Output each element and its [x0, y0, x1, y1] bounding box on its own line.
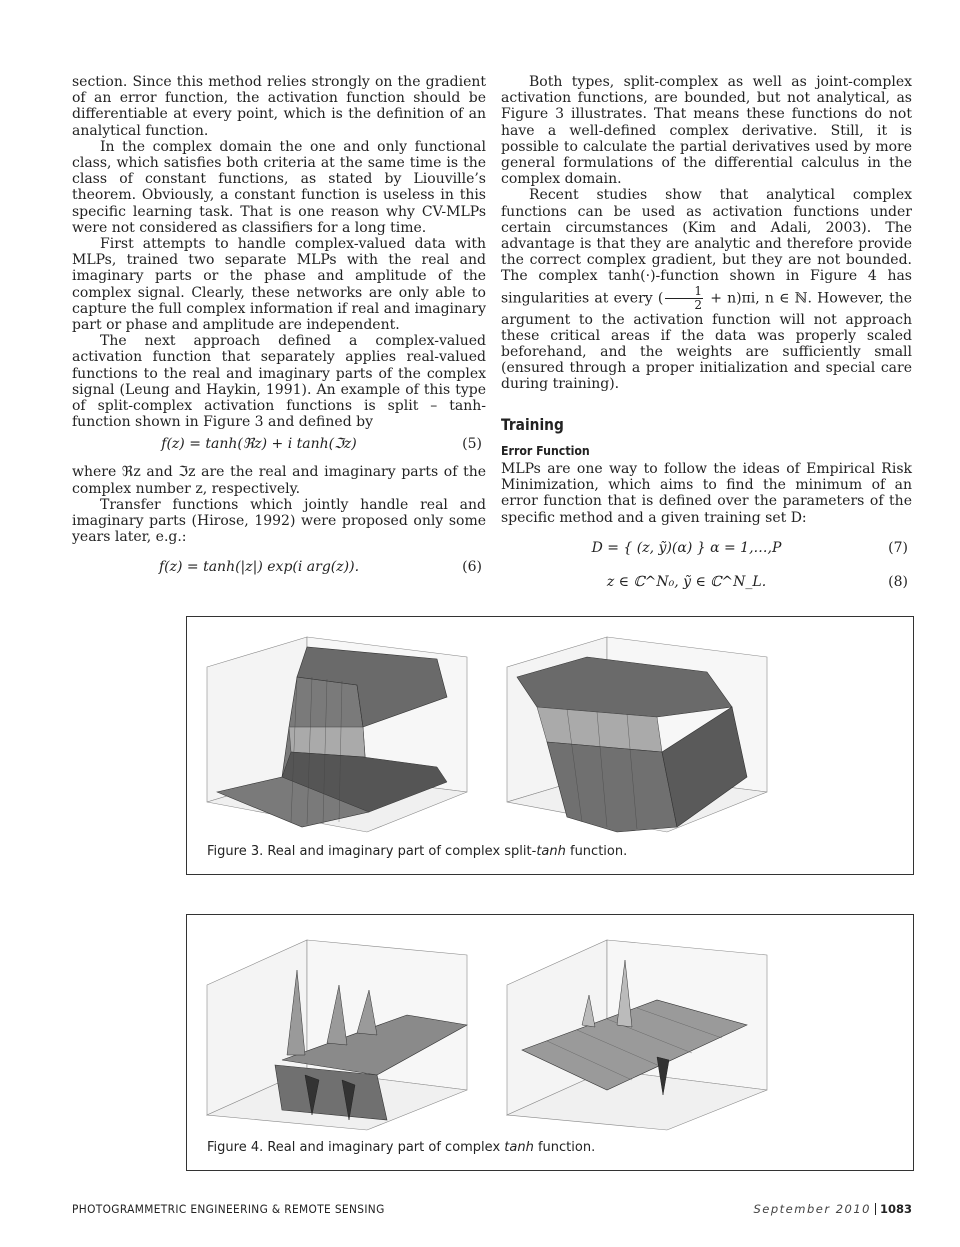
fraction-denominator: 2: [694, 297, 702, 312]
equation-number: (7): [888, 539, 908, 556]
figure-3-real-surface: [207, 637, 467, 832]
fraction-numerator: 1: [665, 285, 703, 299]
paragraph: section. Since this method relies strongly on the gradient of an error function, the activation function should be differentiable at every point, which is the definition of an analytical function.: [72, 74, 486, 139]
equation-number: (5): [462, 436, 482, 453]
figure-3-plots: [187, 617, 913, 874]
fraction: [665, 285, 703, 312]
figure-3-caption: [207, 844, 627, 859]
page-number: 1083: [879, 1202, 912, 1216]
equation-7: [501, 540, 912, 568]
equation-6: [72, 559, 486, 581]
footer-page-info: [753, 1202, 912, 1216]
figure-4-imag-surface: [507, 940, 767, 1130]
equation-5: [72, 436, 486, 458]
paragraph: First attempts to handle complex-valued data with MLPs, trained two separate MLPs with the real and imaginary parts or the phase and amplitude of the complex signal. Clearly, these networks are only able to capture the full complex information if real and imaginary part or phase and amplitude are independent.: [72, 236, 486, 334]
paragraph: Recent studies show that analytical complex functions can be used as activation functions under certain circumstances (Kim and Adali, 2003). The advantage is that they are analytic and therefore provide the correct complex gradient, but they are not bounded. The complex tanh(·)-function shown in Figure 4 has singularities at every ( $\frac{1}{2}$ + n)πi, n ∈ ℕ. However, the argument to the activation function will not approach these critical areas if the data was properly scaled beforehand, and the weights are sufficiently small (ensured through a proper initialization and special care during training).: [501, 187, 913, 393]
footer-journal: PHOTOGRAMMETRIC ENGINEERING & REMOTE SENSING: [72, 1202, 385, 1216]
paragraph-text: function will not approach these critical areas if the data was properly scaled beforehand, and the weights are sufficiently small (ensured through a proper initialization and special care during training).: [501, 311, 913, 393]
caption-text: function.: [533, 1140, 596, 1155]
paragraph: Transfer functions which jointly handle real and imaginary parts (Hirose, 1992) were proposed only some years later, e.g.:: [72, 496, 486, 546]
footer-separator: [875, 1203, 876, 1215]
paragraph: MLPs are one way to follow the ideas of Empirical Risk Minimization, which aims to find the minimum of an error function that is defined over the parameters of the specific method and a given training set D:: [501, 461, 912, 526]
left-column: [72, 74, 486, 587]
caption-emphasis: tanh: [504, 1140, 534, 1155]
paragraph-text: Recent studies show that analytical complex functions can be used as activation functions under certain circumstances (Kim and Adali, 2003). The advantage is that they are analytic and therefore provide the correct complex gradient, but they are not bounded. The complex tanh(·)-function shown in Figure 4 has singularities at every: [501, 187, 912, 307]
figure-4-plots: [187, 915, 913, 1170]
right-column: [501, 74, 912, 602]
paragraph: The next approach defined a complex-valued activation function that separately applies real-valued functions to the real and imaginary parts of the complex signal (Leung and Haykin, 1991). An example of this type of split-complex activation functions is split – tanh-function shown in Figure 3 and defined by: [72, 333, 486, 431]
equation-body: f(z) = tanh(ℜz) + i tanh(ℑz): [161, 436, 357, 453]
figure-4-real-surface: [207, 940, 467, 1130]
caption-text: Figure 4. Real and imaginary part of complex: [207, 1140, 505, 1155]
section-heading: Training: [501, 414, 564, 434]
equation-body: f(z) = tanh(|z|) exp(i arg(z)).: [158, 559, 360, 576]
caption-text: function.: [565, 844, 628, 859]
equation-number: (6): [462, 559, 482, 576]
caption-text: Figure 3. Real and imaginary part of complex split-: [207, 844, 537, 859]
paragraph: Both types, split-complex as well as joint-complex activation functions, are bounded, but not analytical, as Figure 3 illustrates. That means these functions do not have a well-defined complex derivative. Still, it is possible to calculate the partial derivatives used by more general formulations of the differential calculus in the complex domain.: [501, 74, 912, 188]
equation-body: D = { (z, ỹ)(α) } α = 1,…,P: [591, 539, 782, 556]
equation-body: z ∈ ℂ^N₀, ỹ ∈ ℂ^N_L.: [606, 573, 767, 590]
equation-number: (8): [888, 573, 908, 590]
subsection-heading: Error Function: [501, 442, 590, 458]
figure-4: [186, 914, 914, 1171]
footer-date: September 2010: [753, 1202, 871, 1216]
paragraph-text: + n)πi, n ∈ ℕ. However, the argument to the activation: [501, 290, 912, 328]
equation-8: [501, 574, 912, 596]
paragraph: In the complex domain the one and only functional class, which satisfies both criteria at the same time is the class of constant functions, as stated by Liouville’s theorem. Obviously, a constant function is useless in this specific learning task. That is one reason why CV-MLPs were not considered as classifiers for a long time.: [72, 138, 486, 236]
figure-3: [186, 616, 914, 875]
paragraph: where ℜz and ℑz are the real and imaginary parts of the complex number z, respectively.: [72, 464, 486, 497]
figure-3-imag-surface: [507, 637, 767, 832]
caption-emphasis: tanh: [536, 844, 566, 859]
figure-4-caption: [207, 1140, 595, 1155]
